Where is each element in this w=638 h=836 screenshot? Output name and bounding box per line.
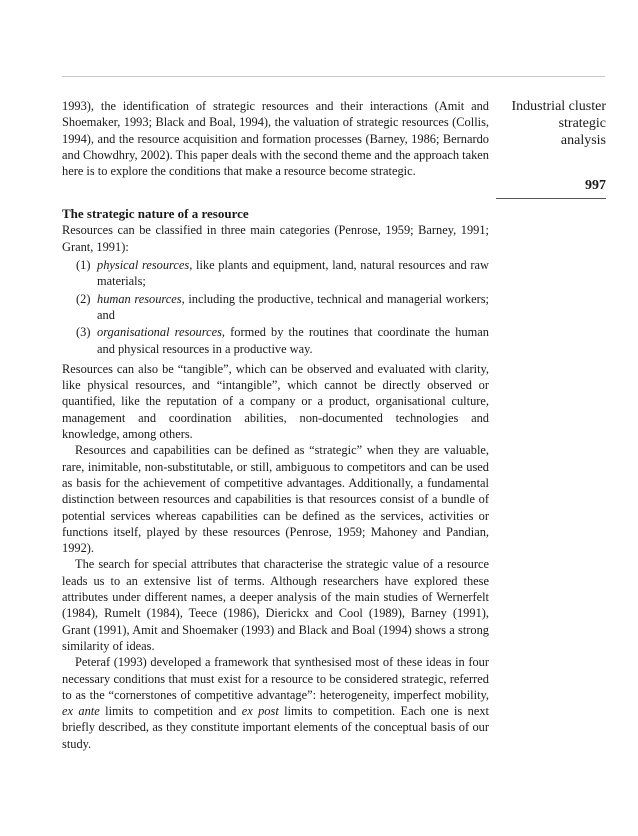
list-text: , like plants and equipment, land, natural resources and raw materials; (97, 258, 489, 289)
running-title-line-1: Industrial cluster (511, 99, 606, 114)
list-item (62, 324, 489, 357)
section-heading: The strategic nature of a resource (62, 206, 249, 222)
section-intro: Resources can be classified in three main categories (Penrose, 1959; Barney, 1991; Grant, 1991): (62, 223, 489, 254)
page-number: 997 (585, 178, 606, 193)
ex-ante-term: ex ante (62, 704, 100, 719)
intro-paragraph: 1993), the identification of strategic resources and their interactions (Amit and Shoemaker, 1993; Black and Boal, 1994), the valuation of strategic resources (Collis, 1994), and the resource acquisition and formation processes (Barney, 1986; Bernardo and Chowdhry, 2002). This paper deals with the second theme and the approach taken here is to explore the conditions that make a resource become strategic. (62, 99, 489, 179)
list-item (62, 257, 489, 290)
paragraph-tangible: Resources can also be “tangible”, which can be observed and evaluated with clarity, like physical resources, and “intangible”, which cannot be directly observed or quantified, like the reputation of a company or a product, organisational culture, management and coordination abilities, non-documented technologies and knowledge, among others. (62, 361, 489, 442)
paragraph-search: The search for special attributes that characterise the strategic value of a resource leads us to an extensive list of terms. Although researchers have explored these attributes under different names, a deeper analysis of the main studies of Wernerfelt (1984), Rumelt (1984), Teece (1986), Dierickx and Cool (1989), Barney (1991), Grant (1991), Amit and Shoemaker (1993) and Black and Boal (1994) shows a strong similarity of ideas. (62, 557, 489, 653)
paragraph-peteraf (62, 654, 489, 752)
body-text (62, 98, 489, 752)
page-number-rule (496, 198, 606, 199)
list-item (62, 291, 489, 324)
peteraf-text-3: limits to competition. Each one is next briefly described, as they constitute important elements of the conceptual basis of our study. (62, 704, 489, 751)
list-term: physical resources (97, 258, 190, 273)
list-term: human resources (97, 291, 182, 306)
list-number: (2) (76, 291, 91, 306)
peteraf-text-2: limits to competition and (99, 704, 242, 719)
peteraf-text-1: Peteraf (1993) developed a framework that synthesised most of these ideas in four necessary conditions that must exist for a resource to be considered strategic, referred to as the “cornerstones of competitive advantage”: heterogeneity, imperfect mobility, (62, 655, 489, 702)
running-title (494, 98, 606, 149)
paragraph-capabilities: Resources and capabilities can be defined as “strategic” when they are valuable, rare, inimitable, non-substitutable, or still, ambiguous to competitors and can be used as basis for the achievement of competitive advantages. Additionally, a fundamental distinction between resources and capabilities is that resources consist of a bundle of potential services whereas capabilities can be defined as the services, activities or functions itself, played by these resources (Penrose, 1959; Mahoney and Pandian, 1992). (62, 443, 489, 556)
resource-list (62, 257, 489, 357)
running-title-line-2: strategic (558, 116, 606, 131)
list-number: (1) (76, 258, 91, 273)
list-text: , formed by the routines that coordinate the human and physical resources in a productive way. (97, 325, 489, 356)
ex-post-term: ex post (241, 704, 279, 719)
list-text: , including the productive, technical and managerial workers; and (97, 291, 489, 322)
header-rule (62, 76, 605, 77)
running-title-line-3: analysis (560, 133, 606, 148)
list-number: (3) (76, 325, 91, 340)
list-term: organisational resources (97, 325, 222, 340)
